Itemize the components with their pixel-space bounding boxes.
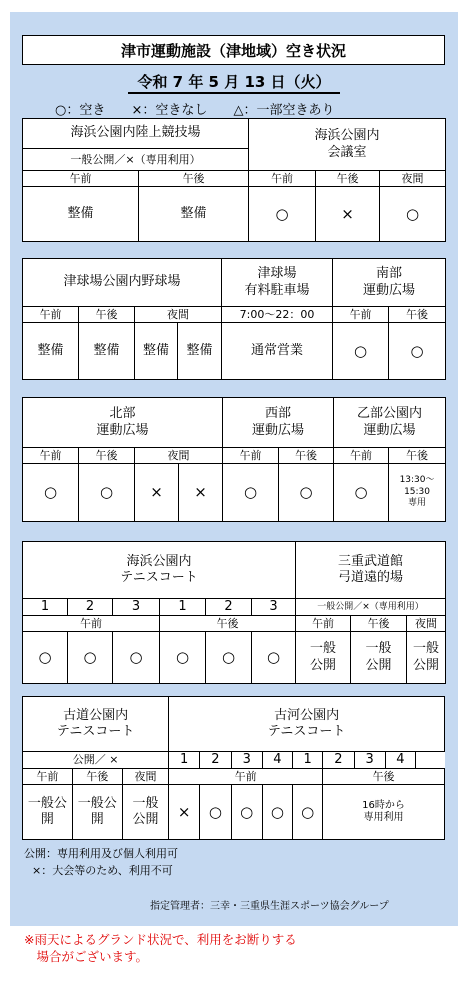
status-cell: ○ — [293, 785, 323, 840]
col-header: 夜間 — [135, 448, 223, 464]
status-cell: × — [135, 464, 179, 522]
col-header: 午後 — [72, 769, 122, 785]
status-cell: ○ — [23, 464, 79, 522]
col-header: 午前 — [223, 448, 279, 464]
status-cell: 整備 — [79, 323, 135, 380]
col-header: 午後 — [389, 448, 446, 464]
col-header: 夜間 — [407, 616, 446, 632]
court-number: 2 — [68, 599, 113, 616]
facility-baseball-field: 津球場公園内野球場 — [23, 259, 222, 307]
court-number: 3 — [231, 752, 262, 769]
status-cell: 整備 — [178, 323, 222, 380]
status-cell: ○ — [389, 323, 446, 380]
status-cell: ○ — [262, 785, 293, 840]
manager-credit: 指定管理者：三幸・三重県生涯スポーツ協会グループ — [150, 901, 389, 912]
page-title: 津市運動施設（津地域）空き状況 — [22, 35, 445, 65]
facility-coastal-tennis: 海浜公園内 テニスコート — [23, 542, 296, 599]
table-tennis-kyudo — [22, 541, 445, 684]
status-cell: ○ — [334, 464, 389, 522]
legend-available: ○：空き — [55, 103, 106, 118]
court-number: 1 — [160, 599, 206, 616]
status-cell: ○ — [160, 632, 206, 684]
table-tennis-courts — [22, 696, 445, 840]
status-cell: ○ — [200, 785, 232, 840]
col-header: 午後 — [322, 769, 444, 785]
table-tsu-stadium — [22, 258, 445, 380]
status-cell: 整備 — [23, 187, 139, 242]
status-cell: ○ — [380, 187, 446, 242]
court-number: 1 — [293, 752, 323, 769]
facility-otobe-ground: 乙部公園内 運動広場 — [334, 398, 446, 448]
status-cell: ○ — [249, 187, 316, 242]
legend — [55, 99, 395, 118]
facility-sub-label: 一般公開／×（専用利用） — [296, 599, 446, 616]
status-cell: 一般 公開 — [407, 632, 446, 684]
status-cell: ○ — [79, 464, 135, 522]
court-number: 3 — [252, 599, 296, 616]
status-cell: ○ — [23, 632, 68, 684]
col-header: 午後 — [351, 616, 407, 632]
legend-partial: △：一部空きあり — [233, 103, 335, 118]
legend-unavailable: ×：空きなし — [131, 103, 208, 118]
status-cell: ○ — [279, 464, 334, 522]
status-cell: ○ — [223, 464, 279, 522]
status-cell: ○ — [113, 632, 160, 684]
col-header: 午前 — [23, 171, 139, 187]
status-cell: 一般 公開 — [296, 632, 351, 684]
status-cell: 16時から 専用利用 — [322, 785, 444, 840]
status-cell: ○ — [68, 632, 113, 684]
report-date: 令和 7 年 5 月 13 日（火） — [128, 72, 340, 94]
facility-south-ground: 南部 運動広場 — [333, 259, 446, 307]
col-header: 午後 — [316, 171, 380, 187]
court-number: 1 — [169, 752, 200, 769]
col-header: 午前 — [23, 769, 73, 785]
status-cell: ○ — [252, 632, 296, 684]
status-cell: × — [316, 187, 380, 242]
col-header: 午後 — [279, 448, 334, 464]
facility-athletics-stadium: 海浜公園内陸上競技場 — [23, 119, 249, 149]
court-number: 3 — [113, 599, 160, 616]
facility-sub-label: 一般公開／×（専用利用） — [23, 149, 249, 171]
facility-furukawa-tennis: 古河公園内 テニスコート — [169, 697, 445, 752]
note-unavailable: ×：大会等のため、利用不可 — [32, 864, 173, 877]
status-cell: 一般公 開 — [72, 785, 122, 840]
col-header: 午前 — [333, 307, 389, 323]
col-header: 午前 — [334, 448, 389, 464]
status-cell: 整備 — [139, 187, 249, 242]
table-grounds — [22, 397, 445, 522]
col-header: 午後 — [79, 307, 135, 323]
col-header: 午後 — [389, 307, 446, 323]
status-cell: 一般公 開 — [23, 785, 73, 840]
status-cell: 一般 公開 — [122, 785, 169, 840]
col-header: 夜間 — [135, 307, 222, 323]
court-number: 1 — [23, 599, 68, 616]
court-number: 2 — [322, 752, 354, 769]
col-header: 午前 — [249, 171, 316, 187]
status-cell: × — [169, 785, 200, 840]
court-number: 4 — [385, 752, 416, 769]
status-cell: 整備 — [135, 323, 178, 380]
col-header: 午後 — [160, 616, 296, 632]
note-public: 公開：専用利用及び個人利用可 — [24, 847, 178, 860]
col-header: 午前 — [23, 448, 79, 464]
facility-west-ground: 西部 運動広場 — [223, 398, 334, 448]
facility-meeting-room: 海浜公園内 会議室 — [249, 119, 446, 171]
facility-kyudo-range: 三重武道館 弓道遠的場 — [296, 542, 446, 599]
status-cell: 一般 公開 — [351, 632, 407, 684]
col-header: 午前 — [296, 616, 351, 632]
status-cell: ○ — [333, 323, 389, 380]
status-cell: ○ — [231, 785, 262, 840]
court-number: 3 — [354, 752, 385, 769]
status-cell: 13:30～ 15:30 専用 — [389, 464, 446, 522]
col-header: 午後 — [139, 171, 249, 187]
facility-furumichi-tennis: 古道公園内 テニスコート — [23, 697, 169, 752]
facility-north-ground: 北部 運動広場 — [23, 398, 223, 448]
col-header: 午前 — [169, 769, 323, 785]
col-header: 午前 — [23, 616, 160, 632]
facility-parking: 津球場 有料駐車場 — [222, 259, 333, 307]
col-header: 7:00～22：00 — [222, 307, 333, 323]
status-cell: 通常営業 — [222, 323, 333, 380]
table-coastal-park — [22, 118, 445, 242]
status-cell: ○ — [206, 632, 252, 684]
col-header: 午前 — [23, 307, 79, 323]
court-number: 2 — [200, 752, 232, 769]
facility-sub-label: 公開／ × — [23, 752, 169, 769]
status-cell: × — [179, 464, 223, 522]
col-header: 夜間 — [380, 171, 446, 187]
col-header: 夜間 — [122, 769, 169, 785]
rain-warning: ※雨天によるグランド状況で、利用をお断りする 場合がございます。 — [24, 932, 297, 964]
court-number: 2 — [206, 599, 252, 616]
status-cell: 整備 — [23, 323, 79, 380]
col-header: 午後 — [79, 448, 135, 464]
court-number: 4 — [262, 752, 293, 769]
